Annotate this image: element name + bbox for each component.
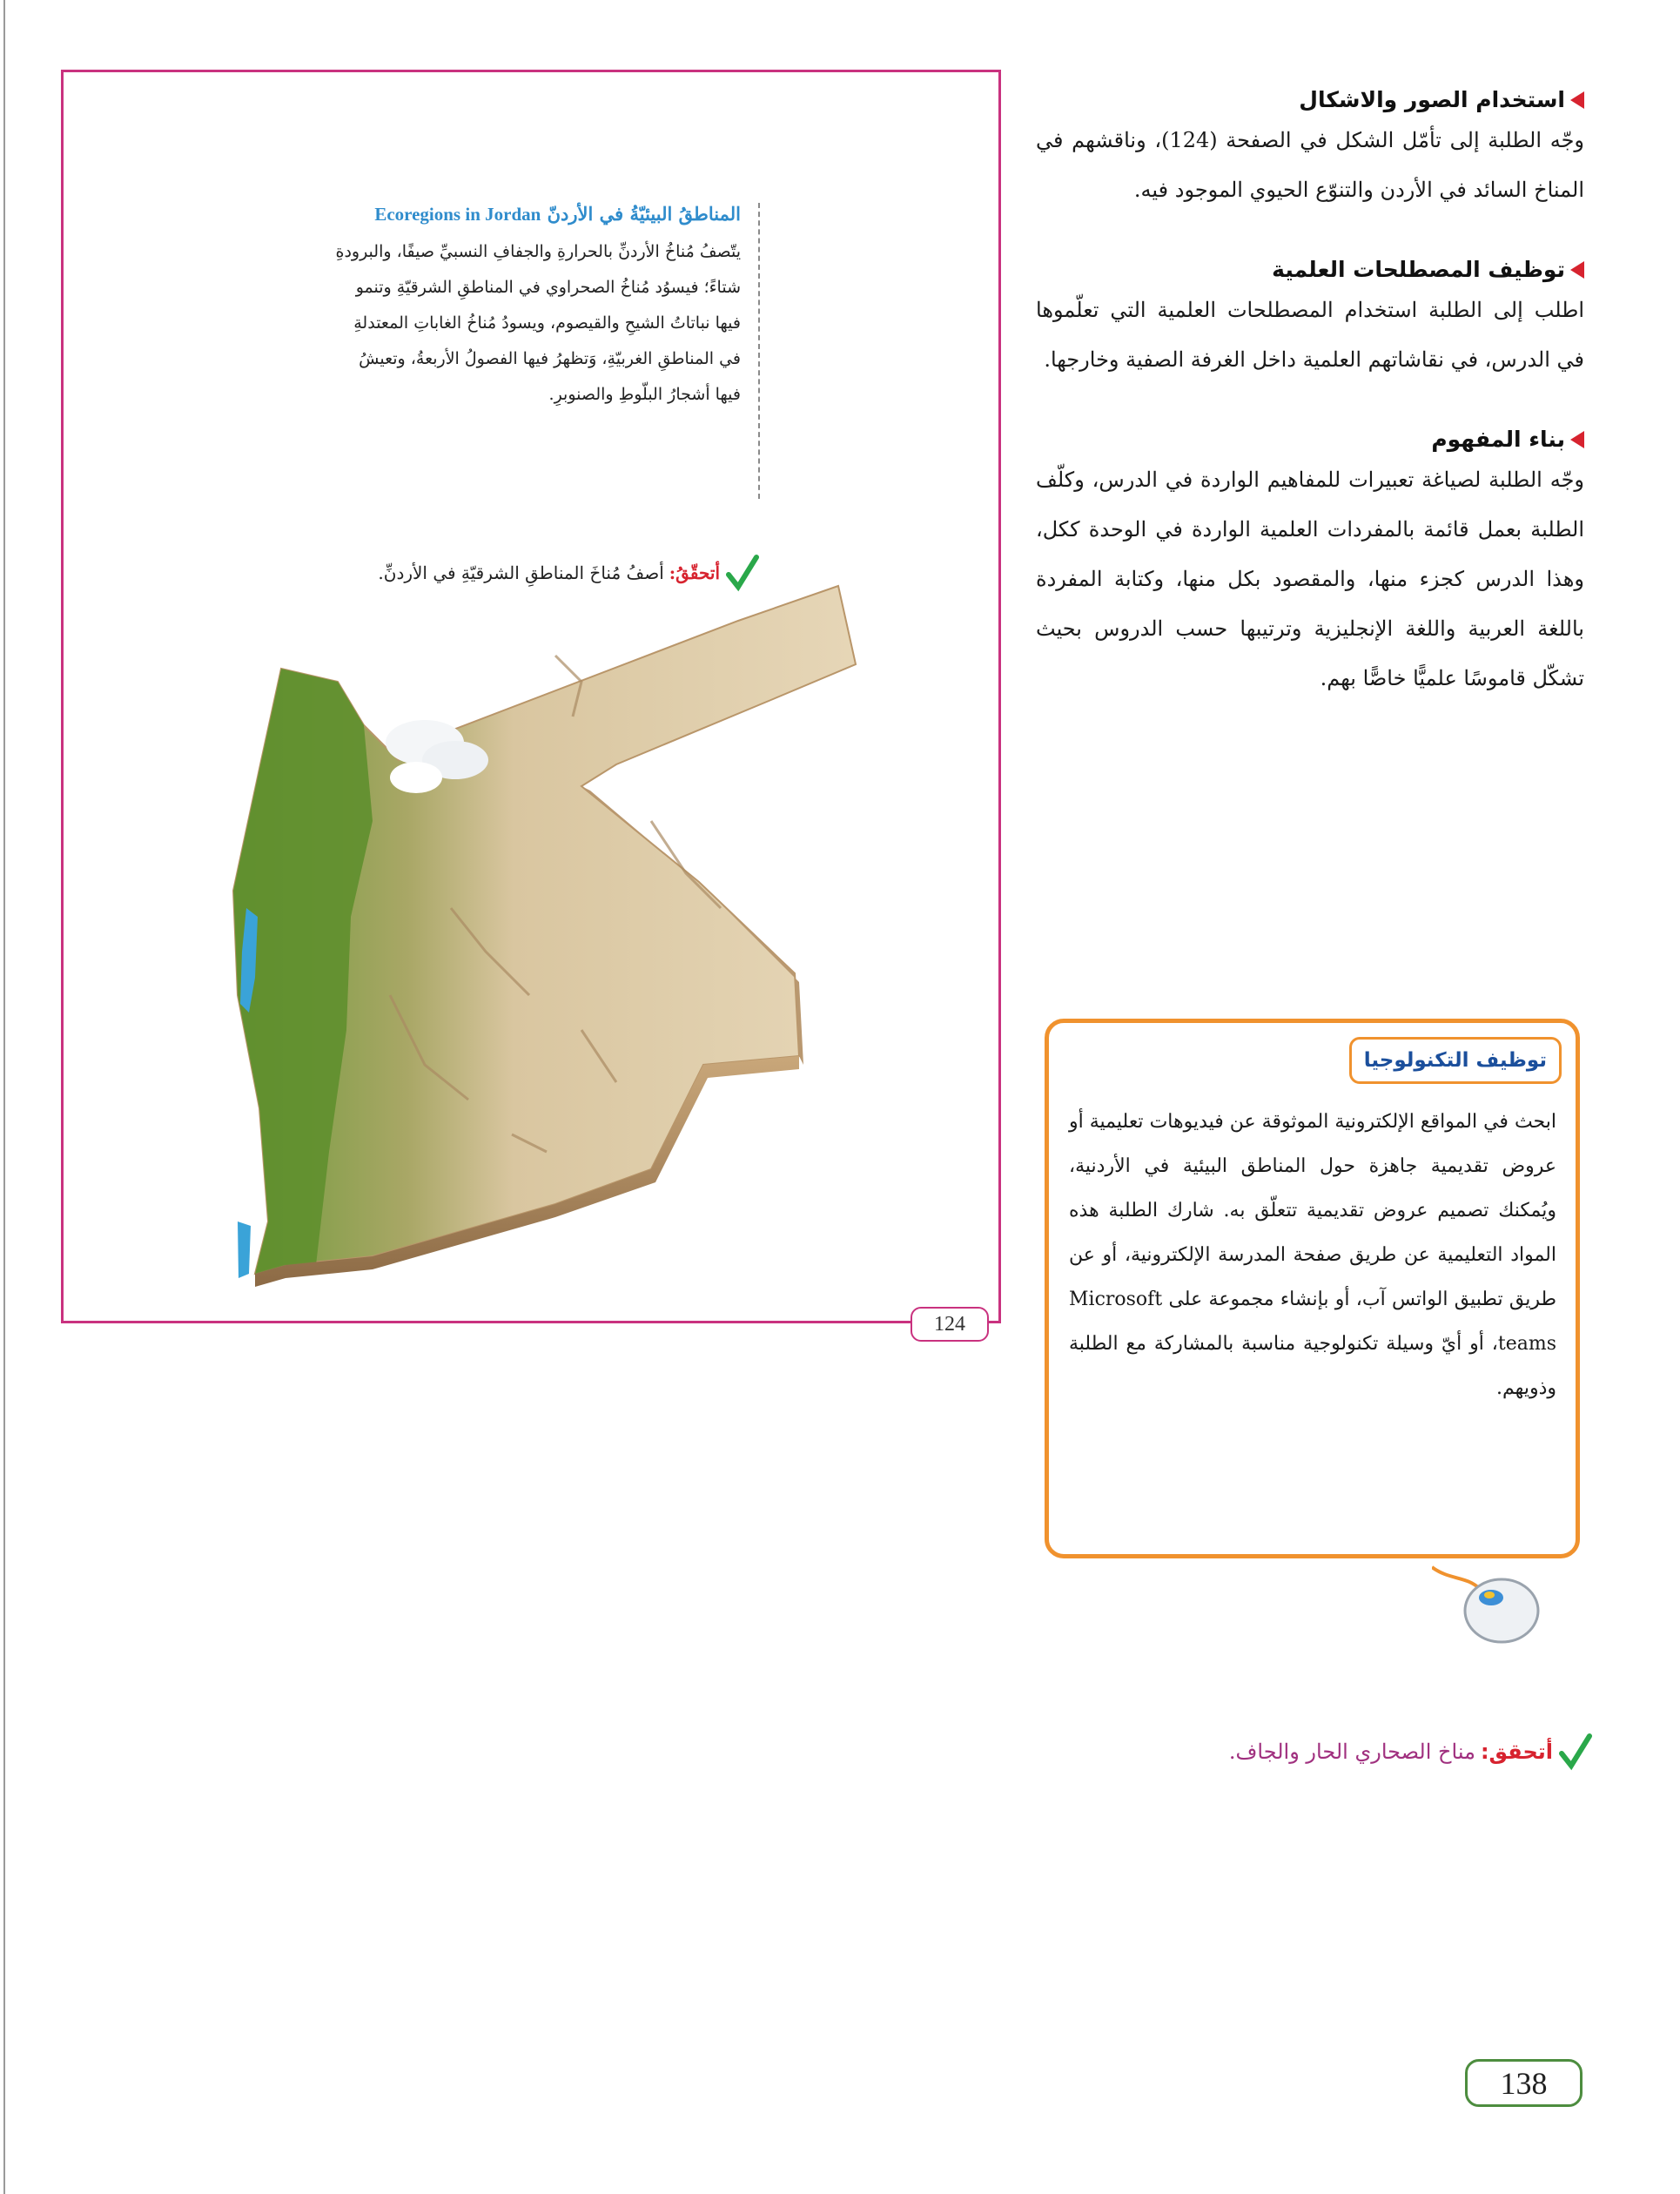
book-check-text: أصفُ مُناخَ المناطقِ الشرقيّةِ في الأردنِّ. xyxy=(378,562,664,583)
student-book-page-frame xyxy=(61,70,1001,1336)
section-heading-text: توظيف المصطلحات العلمية xyxy=(1272,257,1565,282)
section-images-shapes xyxy=(1036,87,1584,215)
ecoregions-textbox xyxy=(333,203,760,499)
technology-box-title: توظيف التكنولوجيا xyxy=(1363,1049,1547,1072)
ecoregions-text: يتّصفُ مُناخُ الأردنِّ بالحرارةِ والجفافِ النسبيِّ صيفًا، والبرودةِ شتاءً؛ فيسوُد مُناخُ الصحراوي في المناطقِ الشرقيّةِ وتنمو فيها نباتاتُ الشيحِ والقيصوم، ويسودُ مُناخُ الغاباتِ المعتدلةِ في المناطقِ الغربيّةِ، وَتظهرُ فيها الفصولُ الأربعةُ، وتعيشُ فيها أشجارُ البلّوطِ والصنوبرِ. xyxy=(335,242,741,404)
page-edge-line xyxy=(3,0,5,2194)
section-heading xyxy=(1036,427,1584,452)
triangle-bullet-icon xyxy=(1570,261,1584,279)
section-heading xyxy=(1036,257,1584,282)
answer-label: أتحقق: xyxy=(1480,1740,1553,1764)
section-heading-text: بناء المفهوم xyxy=(1431,427,1565,452)
section-body: وجّه الطلبة إلى تأمّل الشكل في الصفحة (124)، وناقشهم في المناخ السائد في الأردن والتنوّع الحيوي الموجود فيه. xyxy=(1036,128,1584,202)
ecoregions-title-en: Ecoregions in Jordan xyxy=(374,204,541,225)
section-scientific-terms xyxy=(1036,257,1584,385)
section-heading xyxy=(1036,87,1584,112)
answer-text: مناخ الصحاري الحار والجاف. xyxy=(1228,1740,1475,1764)
page-number: 138 xyxy=(1465,2059,1583,2107)
answer-row xyxy=(1132,1733,1593,1771)
technology-box xyxy=(1045,1019,1580,1558)
teacher-guidance-column xyxy=(1036,87,1584,745)
section-concept-building xyxy=(1036,427,1584,703)
book-page-number: 124 xyxy=(911,1307,989,1342)
book-check-label: أتحقّقُ: xyxy=(669,562,720,583)
section-body: وجّه الطلبة لصياغة تعبيرات للمفاهيم الواردة في الدرس، وكلّف الطلبة بعمل قائمة بالمفردات العلمية الواردة في الوحدة ككل، وهذا الدرس كجزء منها، والمقصود بكل منها، وكتابة المفردة باللغة العربية واللغة الإنجليزية وترتيبها حسب الدروس بحيث تشكّل قاموسًا علميًّا خاصًّا بهم. xyxy=(1036,468,1584,690)
section-body: اطلب إلى الطلبة استخدام المصطلحات العلمية التي تعلّموها في الدرس، في نقاشاتهم العلمية داخل الغرفة الصفية وخارجها. xyxy=(1036,298,1584,372)
triangle-bullet-icon xyxy=(1570,431,1584,448)
triangle-bullet-icon xyxy=(1570,91,1584,109)
section-heading-text: استخدام الصور والاشكال xyxy=(1299,87,1565,112)
book-check-question xyxy=(220,551,760,595)
jordan-relief-map xyxy=(164,542,991,1326)
technology-box-tab xyxy=(1349,1037,1562,1084)
checkmark-icon xyxy=(1558,1733,1593,1771)
checkmark-icon xyxy=(725,554,760,592)
computer-mouse-icon xyxy=(1432,1550,1545,1654)
ecoregions-title xyxy=(333,203,741,225)
technology-box-body: ابحث في المواقع الإلكترونية الموثوقة عن فيديوهات تعليمية أو عروض تقديمية جاهزة حول المناطق البيئية في الأردنية، ويُمكنك تصميم عروض تقديمية تتعلّق به. شارك الطلبة هذه المواد التعليمية عن طريق صفحة المدرسة الإلكترونية، أو عن طريق تطبيق الواتس آب، أو بإنشاء مجموعة على Microsoft teams، أو أيّ وسيلة تكنولوجية مناسبة بالمشاركة مع الطلبة وذويهم. xyxy=(1069,1111,1556,1399)
ecoregions-title-ar: المناطقُ البيئيّةُ في الأردنّ xyxy=(547,203,741,225)
